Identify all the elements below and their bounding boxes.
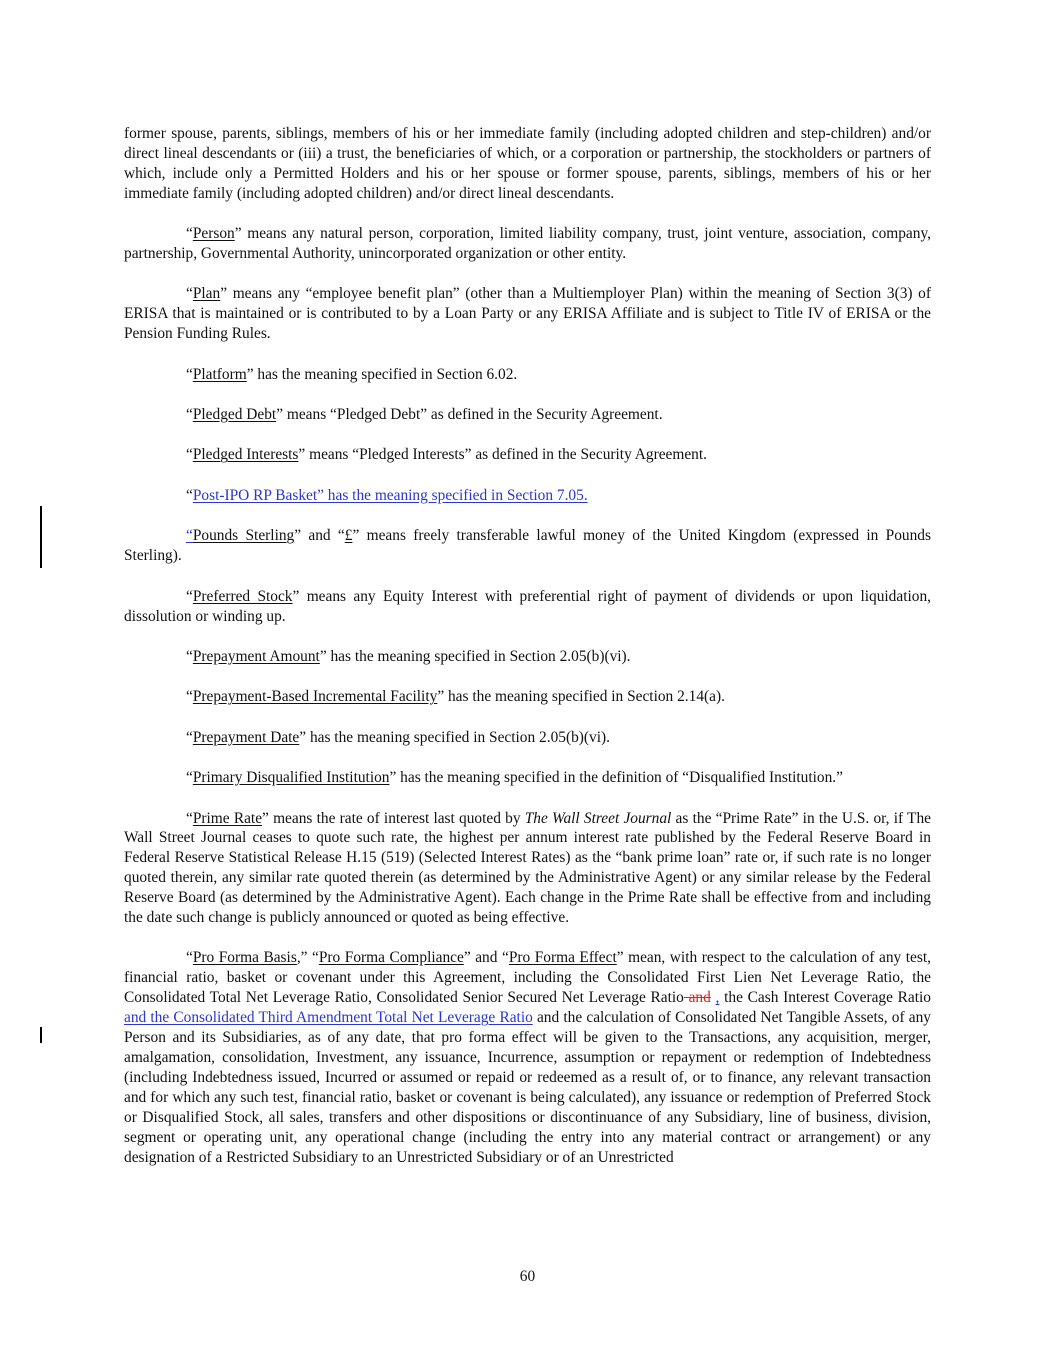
- text-run: “: [186, 486, 193, 504]
- text-run: ” has the meaning specified in Section 2.05(b)(vi).: [299, 728, 610, 746]
- definition-person: [124, 224, 931, 264]
- text-run: ” has the meaning specified in the definition of “Disqualified Institution.”: [389, 769, 843, 787]
- inserted-text: and the Consolidated Third Amendment Total Net Leverage Ratio: [124, 1009, 533, 1027]
- text-run: “: [186, 647, 193, 665]
- definition-platform: [124, 365, 931, 385]
- text-run: ” mean, with respect to the calculation of any test, financial ratio, basket or covenant under this Agreement, including the Consolidated First Lien Net Leverage Ratio, the Consolidated Total Net Leverage Ratio, Consolidated Senior Secured Net Leverage Ratio: [124, 949, 931, 1007]
- text-run: former spouse, parents, siblings, members of his or her immediate family (including adopted children and step-children) and/or direct lineal descendants or (iii) a trust, the beneficiaries of which, or a corporation or partnership, the stockholders or partners of which, include only a Permitted Holders and his or her spouse or former spouse, parents, siblings, members of his or her immediate family (including adopted children) and/or direct lineal descendants.: [124, 125, 931, 202]
- text-run: ” has the meaning specified in Section 2.14(a).: [437, 688, 725, 706]
- defined-term: £: [344, 527, 353, 545]
- text-run: ” means any natural person, corporation, limited liability company, trust, joint venture, association, company, partnership, Governmental Authority, unincorporated organization or other entity.: [124, 225, 931, 263]
- defined-term: Preferred Stock: [192, 587, 293, 605]
- page-number: 60: [519, 1268, 536, 1285]
- text-run: ” and “: [463, 949, 509, 967]
- definition-primary-disqualified-institution: [124, 768, 931, 788]
- text-run: as the “Prime Rate” in the U.S. or, if The Wall Street Journal ceases to quote such rate, the highest per annum interest rate published by the Federal Reserve Board in Federal Reserve Statistical Release H.15 (519) (Selected Interest Rates) as the “bank prime loan” rate or, if such rate is no longer quoted therein, any similar rate quoted therein (as determined by the Administrative Agent) or any similar release by the Federal Reserve Board (as determined by the Administrative Agent). Each change in the Prime Rate shall be effective from and including the date such change is publicly announced or quoted as being effective.: [124, 809, 931, 927]
- defined-term: Pro Forma Compliance: [318, 949, 464, 967]
- text-run: ” means any Equity Interest with preferential right of payment of dividends or upon liquidation, dissolution or winding up.: [124, 587, 932, 625]
- text-run: “: [186, 949, 193, 967]
- text-run: ” means any “employee benefit plan” (other than a Multiemployer Plan) within the meaning of Section 3(3) of ERISA that is maintained or is contributed to by a Loan Party or any ERISA Affiliate and is subject to Title IV of ERISA or the Pension Funding Rules.: [124, 285, 931, 343]
- text-run: the Cash Interest Coverage Ratio: [719, 989, 931, 1007]
- text-run: “: [186, 587, 193, 605]
- inserted-text: ,: [715, 989, 720, 1007]
- definition-pounds-sterling: [124, 526, 931, 566]
- defined-term: Pro Forma Effect: [508, 949, 617, 967]
- text-run: ,” “: [296, 949, 319, 967]
- text-run: “: [186, 809, 193, 827]
- defined-term: Person: [192, 225, 235, 243]
- change-bar: [40, 1027, 42, 1043]
- defined-term: Prime Rate: [192, 809, 263, 827]
- text-run: “: [186, 365, 193, 383]
- inserted-text: Post-IPO RP Basket” has the meaning specified in Section 7.05.: [192, 486, 588, 504]
- text-run: “: [186, 285, 193, 303]
- definition-prepayment-based-incremental-facility: [124, 687, 931, 707]
- definition-preferred-stock: [124, 587, 931, 627]
- defined-term: Pledged Interests: [192, 446, 299, 464]
- text-run: ” means “Pledged Debt” as defined in the Security Agreement.: [276, 406, 663, 424]
- definition-post-ipo-rp-basket: [124, 486, 931, 506]
- text-run: ” means “Pledged Interests” as defined in the Security Agreement.: [298, 446, 707, 464]
- text-run: ” has the meaning specified in Section 2.05(b)(vi).: [319, 647, 631, 665]
- defined-term: Pledged Debt: [192, 406, 277, 424]
- definition-pro-forma: [124, 948, 931, 1167]
- document-page: [124, 124, 931, 1188]
- defined-term: Prepayment Date: [192, 728, 300, 746]
- text-run: ” means the rate of interest last quoted by: [262, 809, 525, 827]
- publication-title: The Wall Street Journal: [524, 809, 672, 827]
- text-run: “: [186, 406, 193, 424]
- text-run: “: [186, 728, 193, 746]
- deleted-text: and: [683, 989, 711, 1007]
- defined-term: Pounds Sterling: [192, 527, 295, 545]
- definition-plan: [124, 284, 931, 344]
- definition-pledged-debt: [124, 405, 931, 425]
- defined-term: Prepayment-Based Incremental Facility: [192, 688, 438, 706]
- text-run: “: [186, 769, 193, 787]
- defined-term: Plan: [192, 285, 221, 303]
- defined-term: Platform: [192, 365, 247, 383]
- paragraph-continuation: [124, 124, 931, 204]
- text-run: “: [186, 688, 193, 706]
- defined-term: Pro Forma Basis: [192, 949, 297, 967]
- text-run: “: [186, 225, 193, 243]
- definition-prepayment-amount: [124, 647, 931, 667]
- definition-prepayment-date: [124, 728, 931, 748]
- text-run: ” and “: [294, 527, 345, 545]
- defined-term: Prepayment Amount: [192, 647, 320, 665]
- text-run: and the calculation of Consolidated Net Tangible Assets, of any Person and its Subsidiaries, as of any date, that pro forma effect will be given to the Transactions, any acquisition, merger, amalgamation, consolidation, Investment, any issuance, Incurrence, assumption or repayment or redemption of Indebtedness (including Indebtedness issued, Incurred or assumed or repaid or redeemed as a result of, or to finance, any relevant transaction and for which any such test, financial ratio, basket or covenant is being calculated), any issuance or redemption of Preferred Stock or Disqualified Stock, all sales, transfers and other dispositions or discontinuance of any Subsidiary, line of business, division, segment or operating unit, any operational change (including the entry into any material contract or arrangement) or any designation of a Restricted Subsidiary to an Unrestricted Subsidiary or of an Unrestricted: [124, 1009, 932, 1166]
- text-run: ” has the meaning specified in Section 6.02.: [246, 365, 518, 383]
- definition-pledged-interests: [124, 445, 931, 465]
- defined-term: Primary Disqualified Institution: [192, 769, 390, 787]
- text-run: ” means freely transferable lawful money of the United Kingdom (expressed in Pounds Sterling).: [124, 527, 931, 565]
- text-run: “: [186, 446, 193, 464]
- inserted-text: “: [186, 527, 193, 545]
- change-bar: [40, 506, 42, 568]
- definition-prime-rate: [124, 809, 931, 928]
